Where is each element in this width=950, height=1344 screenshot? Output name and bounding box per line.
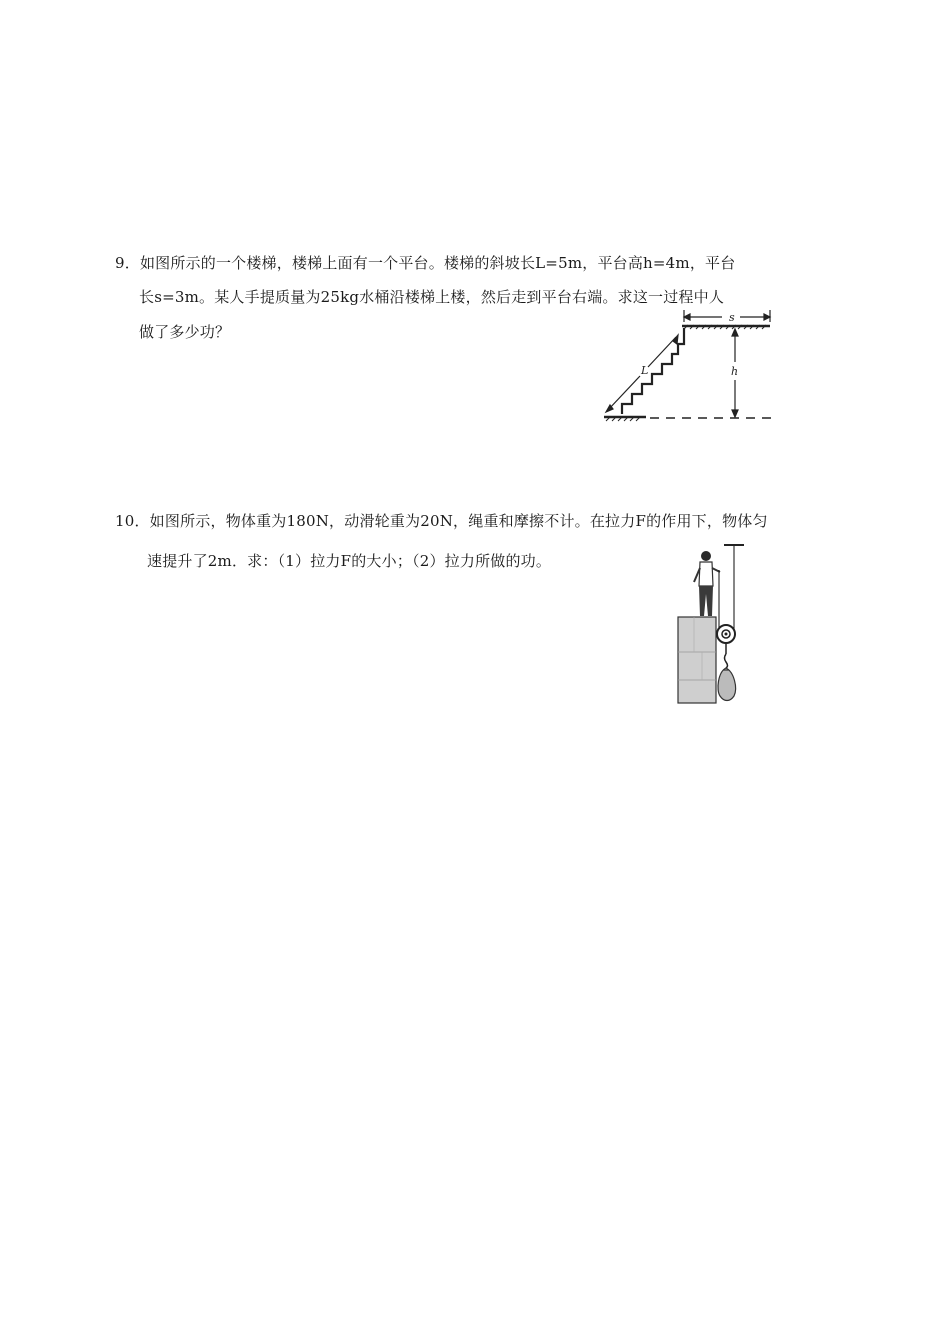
s-dimension [684,310,770,322]
movable-pulley [717,625,735,668]
question-10-line-2: 速提升了2m．求：（1）拉力F的大小；（2）拉力所做的功。 [147,552,552,570]
question-9-line-2: 长s=3m。某人手提质量为25kg水桶沿楼梯上楼，然后走到平台右端。求这一过程中人 [139,288,725,306]
building-block [678,617,716,703]
ground-surface [604,417,776,421]
h-label: h [731,365,739,378]
question-9-line-3: 做了多少功？ [139,323,231,341]
staircase-figure [598,308,780,430]
load-sack [718,668,736,701]
s-label: s [729,311,735,324]
ropes [719,545,734,630]
platform-surface [682,325,770,329]
question-10-line-1: 10．如图所示，物体重为180N，动滑轮重为20N，绳重和摩擦不计。在拉力F的作用下，物体匀 [115,512,768,530]
pulley-figure [672,542,752,706]
man-figure [694,551,720,616]
l-label: L [641,364,649,377]
question-9-line-1: 9．如图所示的一个楼梯，楼梯上面有一个平台。楼梯的斜坡长L=5m，平台高h=4m，平台 [115,254,736,272]
